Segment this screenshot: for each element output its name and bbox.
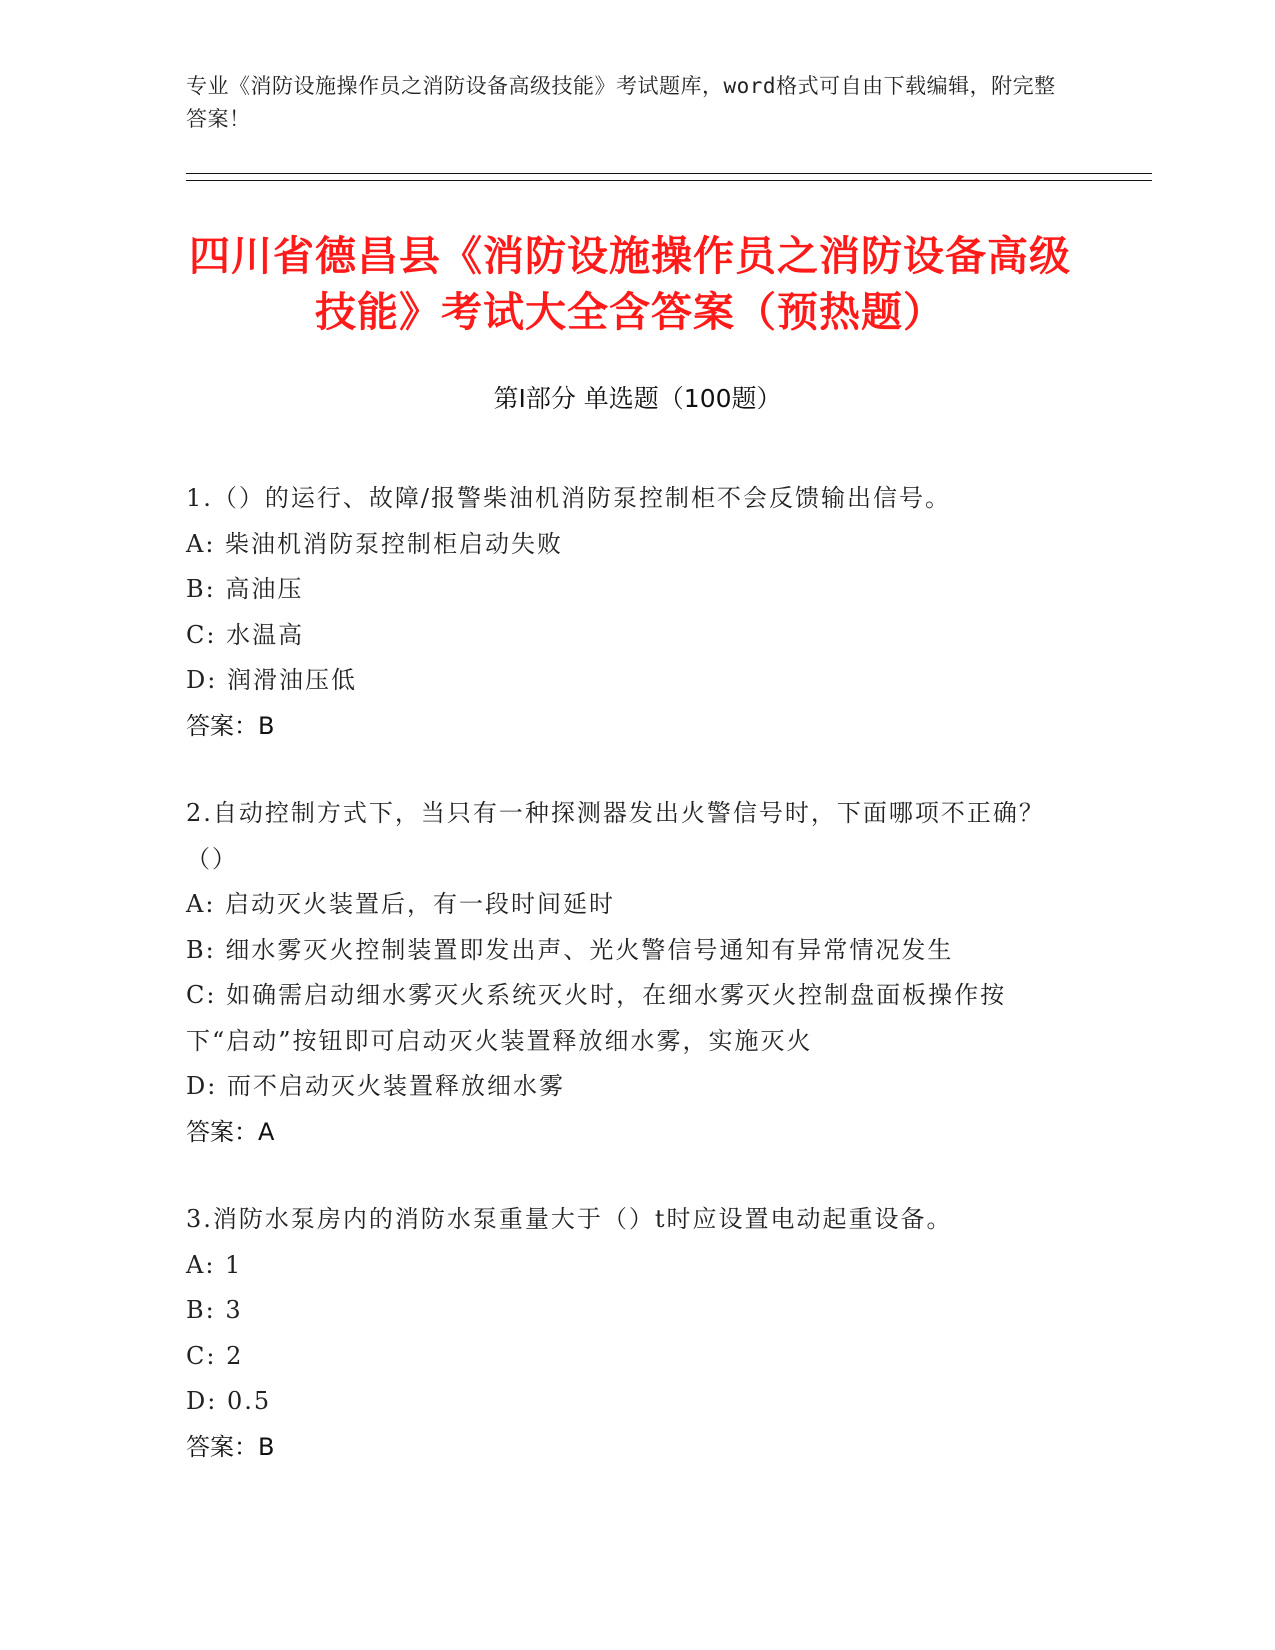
question-list <box>186 476 1066 1512</box>
header-divider-bottom <box>186 180 1152 181</box>
document-title: 四川省德昌县《消防设施操作员之消防设备高级技能》考试大全含答案（预热题） <box>189 232 1071 336</box>
answer: 答案：A <box>186 1117 275 1146</box>
section-heading: 第Ⅰ部分 单选题（100题） <box>493 384 782 413</box>
header-divider-top <box>186 173 1152 174</box>
question-stem: 2.自动控制方式下，当只有一种探测器发出火警信号时，下面哪项不正确？（） <box>186 799 1045 873</box>
option-c: C: 如确需启动细水雾灭火系统灭火时，在细水雾灭火控制盘面板操作按下“启动”按钮即可启动灭火装置释放细水雾，实施灭火 <box>186 981 1007 1055</box>
option-c: C: 2 <box>186 1341 244 1370</box>
option-c: C: 水温高 <box>186 620 305 649</box>
option-a: A: 1 <box>186 1250 243 1279</box>
option-d: D: 而不启动灭火装置释放细水雾 <box>186 1072 565 1100</box>
answer: 答案：B <box>186 1432 275 1461</box>
question-2 <box>186 791 1066 1155</box>
question-stem: 3.消防水泵房内的消防水泵重量大于（）t时应设置电动起重设备。 <box>186 1205 953 1233</box>
option-b: B: 细水雾灭火控制装置即发出声、光火警信号通知有异常情况发生 <box>186 935 954 964</box>
option-b: B: 高油压 <box>186 575 304 603</box>
header-note: 专业《消防设施操作员之消防设备高级技能》考试题库，word格式可自由下载编辑，附完整答案！ <box>186 74 1056 131</box>
question-3 <box>186 1197 1066 1470</box>
option-d: D: 0.5 <box>186 1387 272 1415</box>
option-a: A: 启动灭火装置后，有一段时间延时 <box>186 890 616 918</box>
option-d: D: 润滑油压低 <box>186 666 357 694</box>
question-stem: 1.（）的运行、故障/报警柴油机消防泵控制柜不会反馈输出信号。 <box>186 484 951 512</box>
option-a: A: 柴油机消防泵控制柜启动失败 <box>186 529 564 558</box>
question-1 <box>186 476 1066 749</box>
answer: 答案：B <box>186 711 275 740</box>
option-b: B: 3 <box>186 1296 243 1324</box>
